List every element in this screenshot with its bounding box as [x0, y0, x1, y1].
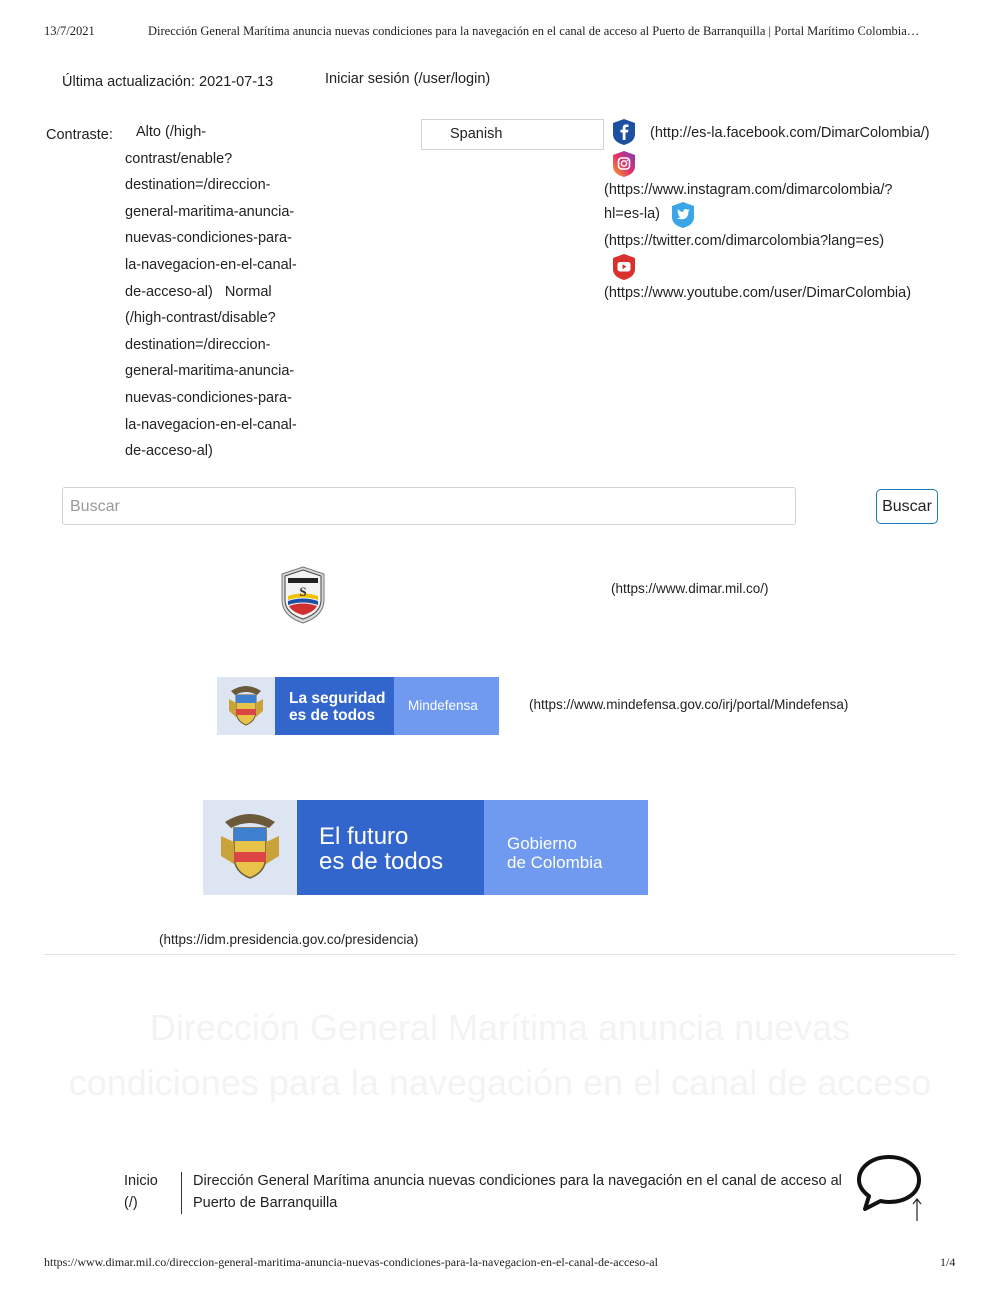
mindefensa-slogan-box [275, 677, 394, 735]
divider [44, 954, 956, 955]
search-input[interactable]: Buscar [62, 487, 796, 525]
presidencia-link[interactable]: (https://idm.presidencia.gov.co/presidencia) [159, 932, 419, 947]
coat-of-arms-box [217, 677, 275, 735]
contrast-label: Contraste: [46, 127, 113, 143]
article-title [40, 1000, 960, 1110]
contrast-line[interactable]: general-maritima-anuncia- [125, 363, 295, 380]
twitter-link[interactable]: (https://twitter.com/dimarcolombia?lang=es) [604, 233, 885, 249]
dimar-link[interactable]: (https://www.dimar.mil.co/) [611, 581, 769, 596]
instagram-link[interactable]: (https://www.instagram.com/dimarcolombia/? [604, 182, 893, 198]
article-title-line: Dirección General Marítima anuncia nuevas [149, 1007, 851, 1048]
contrast-options[interactable] [125, 119, 325, 465]
mindefensa-name: Mindefensa [408, 698, 478, 713]
contrast-line[interactable]: nuevas-condiciones-para- [125, 389, 292, 406]
mindefensa-slogan-1: La seguridad [289, 690, 386, 707]
print-page-number: 1/4 [940, 1255, 956, 1269]
contrast-line[interactable]: de-acceso-al) Normal [125, 283, 272, 300]
mindefensa-name-box [394, 677, 499, 735]
contrast-line[interactable]: contrast/enable? [125, 150, 233, 167]
instagram-link-cont[interactable]: hl=es-la) [604, 206, 661, 222]
print-date: 13/7/2021 [44, 24, 95, 38]
gobierno-slogan-box [297, 800, 484, 895]
gobierno-slogan-2: es de todos [319, 848, 444, 875]
gobierno-name-1: Gobierno [507, 834, 577, 853]
article-title-line: condiciones para la navegación en el canal de acceso [68, 1062, 932, 1103]
instagram-icon[interactable] [610, 150, 638, 178]
login-link[interactable]: Iniciar sesión (/user/login) [325, 71, 491, 87]
mindefensa-slogan-2: es de todos [289, 707, 376, 724]
contrast-line[interactable]: destination=/direccion- [125, 336, 271, 353]
youtube-icon[interactable] [610, 253, 638, 281]
gobierno-coat-box [203, 800, 297, 895]
facebook-icon[interactable] [610, 118, 638, 146]
breadcrumb-current-line: Dirección General Marítima anuncia nuevas condiciones para la navegación en el canal de acceso al [193, 1173, 842, 1189]
contrast-line[interactable]: de-acceso-al) [125, 443, 213, 460]
gobierno-name-2: de Colombia [507, 853, 603, 872]
contrast-line[interactable]: la-navegacion-en-el-canal- [125, 256, 297, 273]
twitter-icon[interactable] [669, 201, 697, 229]
contrast-line[interactable]: destination=/direccion- [125, 177, 271, 194]
gobierno-banner[interactable] [203, 800, 648, 895]
breadcrumb-home[interactable] [124, 1171, 158, 1214]
contrast-line[interactable]: general-maritima-anuncia- [125, 203, 295, 220]
back-to-top-icon[interactable] [909, 1196, 925, 1222]
breadcrumb-home-label[interactable]: Inicio [124, 1173, 158, 1189]
mindefensa-link[interactable]: (https://www.mindefensa.gov.co/irj/portal/Mindefensa) [529, 697, 849, 712]
contrast-line[interactable]: Alto (/high- [136, 124, 207, 140]
breadcrumb-current-line: Puerto de Barranquilla [193, 1194, 338, 1211]
contrast-line[interactable]: la-navegacion-en-el-canal- [125, 416, 297, 433]
search-button[interactable]: Buscar [876, 489, 938, 524]
youtube-link[interactable]: (https://www.youtube.com/user/DimarColombia) [604, 285, 912, 301]
coat-of-arms-icon [217, 677, 275, 735]
language-select[interactable]: Spanish [421, 119, 604, 150]
gobierno-slogan-1: El futuro [319, 823, 409, 850]
svg-text:S: S [299, 584, 307, 599]
mindefensa-banner[interactable] [217, 677, 499, 735]
contrast-line[interactable]: (/high-contrast/disable? [125, 310, 276, 327]
breadcrumb-home-url[interactable]: (/) [124, 1194, 138, 1211]
print-title: Dirección General Marítima anuncia nuevas condiciones para la navegación en el canal de acceso al Puerto de Barranquilla | Portal Marítimo Colombia… [148, 24, 920, 38]
dimar-logo-icon[interactable] [280, 566, 326, 624]
contrast-line[interactable]: nuevas-condiciones-para- [125, 230, 292, 247]
breadcrumb-current [193, 1171, 853, 1214]
coat-of-arms-icon [203, 800, 297, 895]
facebook-link[interactable]: (http://es-la.facebook.com/DimarColombia/) [650, 125, 930, 141]
print-url: https://www.dimar.mil.co/direccion-general-maritima-anuncia-nuevas-condiciones-para-la-navegacion-en-el-canal-de-acceso-al [44, 1255, 658, 1269]
breadcrumb-separator [181, 1172, 182, 1214]
gobierno-name-box [484, 800, 648, 895]
last-update: Última actualización: 2021-07-13 [62, 74, 274, 90]
